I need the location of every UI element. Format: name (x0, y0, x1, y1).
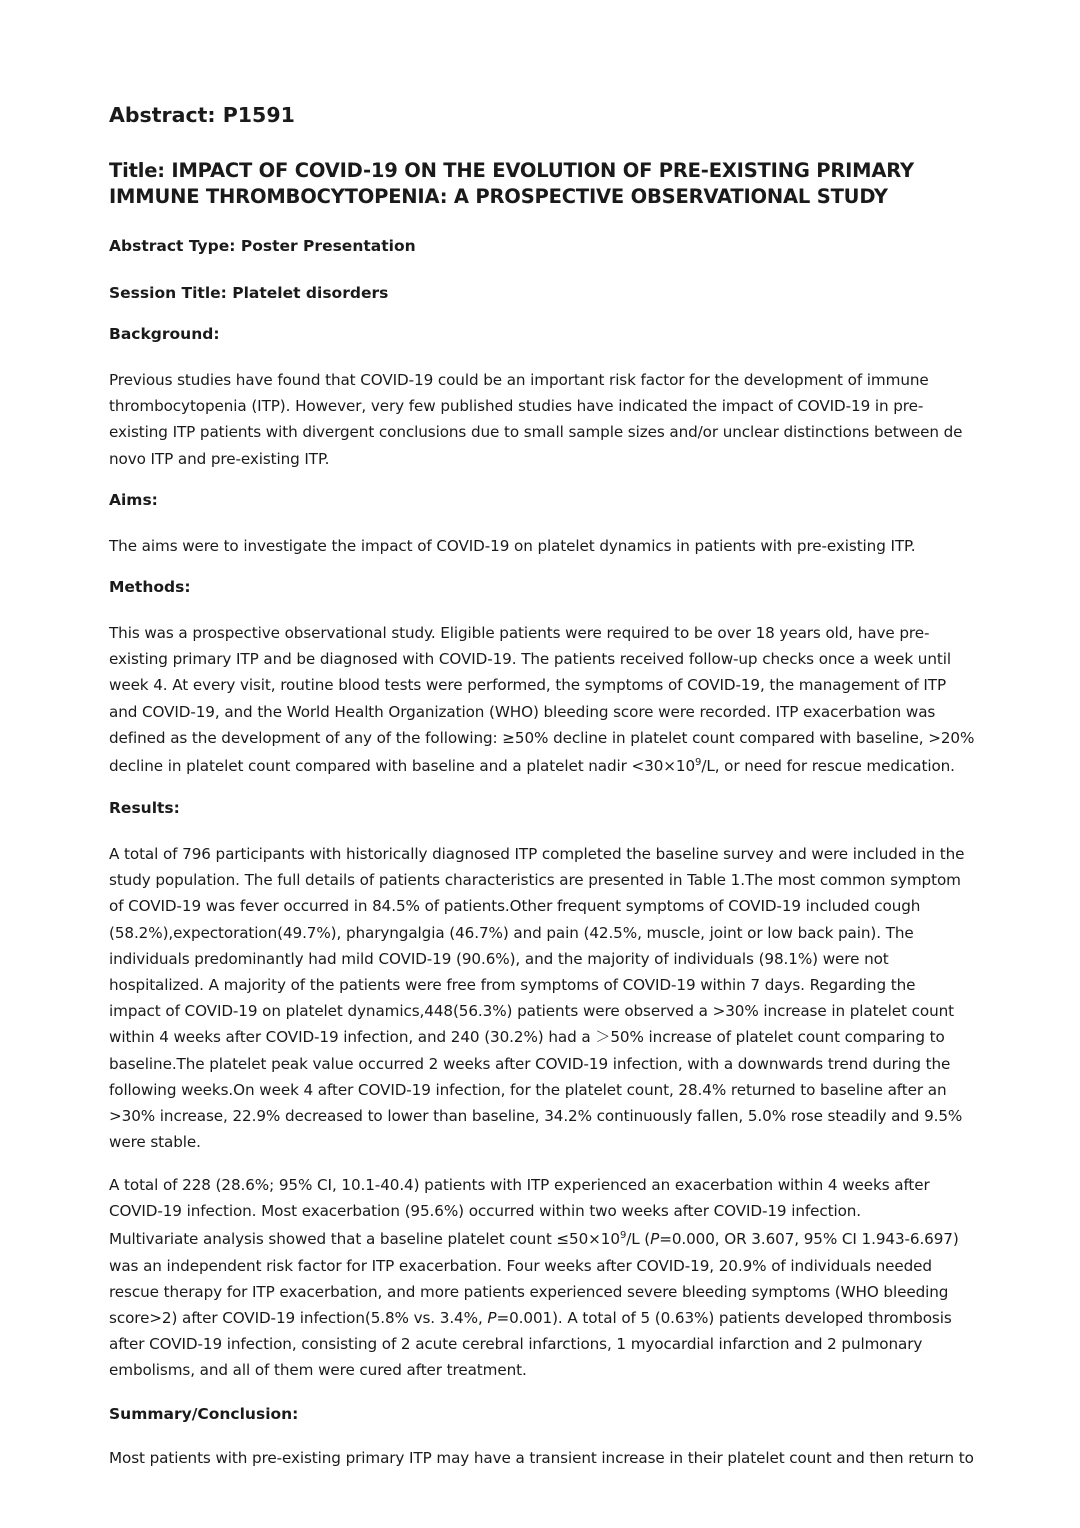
text-line: after COVID-19 infection, consisting of 2 acute cerebral infarctions, 1 myocardial infarction and 2 pulmonary (109, 1335, 923, 1354)
results-paragraph-2 (109, 1172, 971, 1384)
text-line: impact of COVID-19 on platelet dynamics,448(56.3%) patients were observed a >30% increase in platelet count (109, 1002, 954, 1021)
text-line: individuals predominantly had mild COVID-19 (90.6%), and the majority of individuals (98.1%) were not (109, 949, 889, 968)
text-line: This was a prospective observational study. Eligible patients were required to be over 18 years old, have pre- (109, 624, 930, 642)
text-line: defined as the development of any of the following: ≥50% decline in platelet count compared with baseline, >20% (109, 728, 975, 747)
text-line: embolisms, and all of them were cured after treatment. (109, 1361, 527, 1380)
text-line: Most patients with pre-existing primary ITP may have a transient increase in their platelet count and then return to (109, 1449, 974, 1467)
text-line: The aims were to investigate the impact of COVID-19 on platelet dynamics in patients with pre-existing ITP. (109, 537, 916, 555)
text-line: hospitalized. A majority of the patients were free from symptoms of COVID-19 within 7 days. Regarding the (109, 976, 916, 995)
text-line: within 4 weeks after COVID-19 infection, and 240 (30.2%) had a ＞50% increase of platelet count comparing to (109, 1028, 945, 1047)
text-line: score>2) after COVID-19 infection(5.8% vs. 3.4%, P=0.001). A total of 5 (0.63%) patients developed thrombosis (109, 1309, 952, 1328)
text-line: baseline.The platelet peak value occurred 2 weeks after COVID-19 infection, with a downwards trend during the (109, 1054, 951, 1073)
text-line: >30% increase, 22.9% decreased to lower than baseline, 34.2% continuously fallen, 5.0% rose steadily and 9.5% (109, 1107, 963, 1126)
session-title: Session Title: Platelet disorders (109, 284, 389, 302)
text-line: novo ITP and pre-existing ITP. (109, 449, 330, 468)
text-line: existing ITP patients with divergent conclusions due to small sample sizes and/or unclear distinctions between de (109, 423, 963, 442)
title-line-2: IMMUNE THROMBOCYTOPENIA: A PROSPECTIVE OBSERVATIONAL STUDY (109, 185, 888, 208)
text-line: A total of 228 (28.6%; 95% CI, 10.1-40.4) patients with ITP experienced an exacerbation within 4 weeks after (109, 1176, 930, 1194)
text-line: A total of 796 participants with historically diagnosed ITP completed the baseline survey and were included in the (109, 845, 965, 863)
background-heading: Background: (109, 325, 220, 343)
text-line: COVID-19 infection. Most exacerbation (95.6%) occurred within two weeks after COVID-19 infection. (109, 1202, 862, 1221)
abstract-id: Abstract: P1591 (109, 103, 295, 127)
paper-title (109, 158, 971, 210)
text-line: was an independent risk factor for ITP exacerbation. Four weeks after COVID-19, 20.9% of individuals needed (109, 1256, 932, 1275)
text-line: of COVID-19 was fever occurred in 84.5% of patients.Other frequent symptoms of COVID-19 included cough (109, 897, 921, 916)
text-line: (58.2%),expectoration(49.7%), pharyngalgia (46.7%) and pain (42.5%, muscle, joint or low back pain). The (109, 923, 914, 942)
aims-paragraph (109, 533, 971, 559)
text-line: week 4. At every visit, routine blood tests were performed, the symptoms of COVID-19, the management of ITP (109, 676, 947, 695)
text-line: and COVID-19, and the World Health Organization (WHO) bleeding score were recorded. ITP exacerbation was (109, 702, 936, 721)
text-line: Multivariate analysis showed that a baseline platelet count $\le 50\times 10^9/L$ (P=0.000, OR 3.607, 95% CI 1.943-6.697) (109, 1230, 959, 1249)
text-line: Previous studies have found that COVID-19 could be an important risk factor for the development of immune (109, 371, 929, 389)
results-paragraph-1 (109, 841, 971, 1155)
summary-paragraph (109, 1445, 974, 1471)
text-line: study population. The full details of patients characteristics are presented in Table 1.The most common symptom (109, 871, 961, 890)
text-line: existing primary ITP and be diagnosed with COVID-19. The patients received follow-up checks once a week until (109, 650, 951, 669)
title-line-1: Title: IMPACT OF COVID-19 ON THE EVOLUTION OF PRE-EXISTING PRIMARY (109, 159, 914, 182)
results-heading: Results: (109, 799, 180, 817)
text-line: decline in platelet count compared with baseline and a platelet nadir $<30\times 10^9/L$, or need for rescue medication. (109, 756, 955, 776)
methods-heading: Methods: (109, 578, 191, 596)
abstract-type: Abstract Type: Poster Presentation (109, 237, 416, 255)
text-line: were stable. (109, 1133, 201, 1152)
summary-heading: Summary/Conclusion: (109, 1405, 299, 1423)
background-paragraph (109, 367, 971, 472)
text-line: thrombocytopenia (ITP). However, very few published studies have indicated the impact of COVID-19 in pre- (109, 397, 924, 416)
text-line: following weeks.On week 4 after COVID-19 infection, for the platelet count, 28.4% returned to baseline after an (109, 1080, 947, 1099)
aims-heading: Aims: (109, 491, 158, 509)
text-line: rescue therapy for ITP exacerbation, and more patients experienced severe bleeding symptoms (WHO bleeding (109, 1282, 949, 1301)
methods-paragraph (109, 620, 975, 779)
